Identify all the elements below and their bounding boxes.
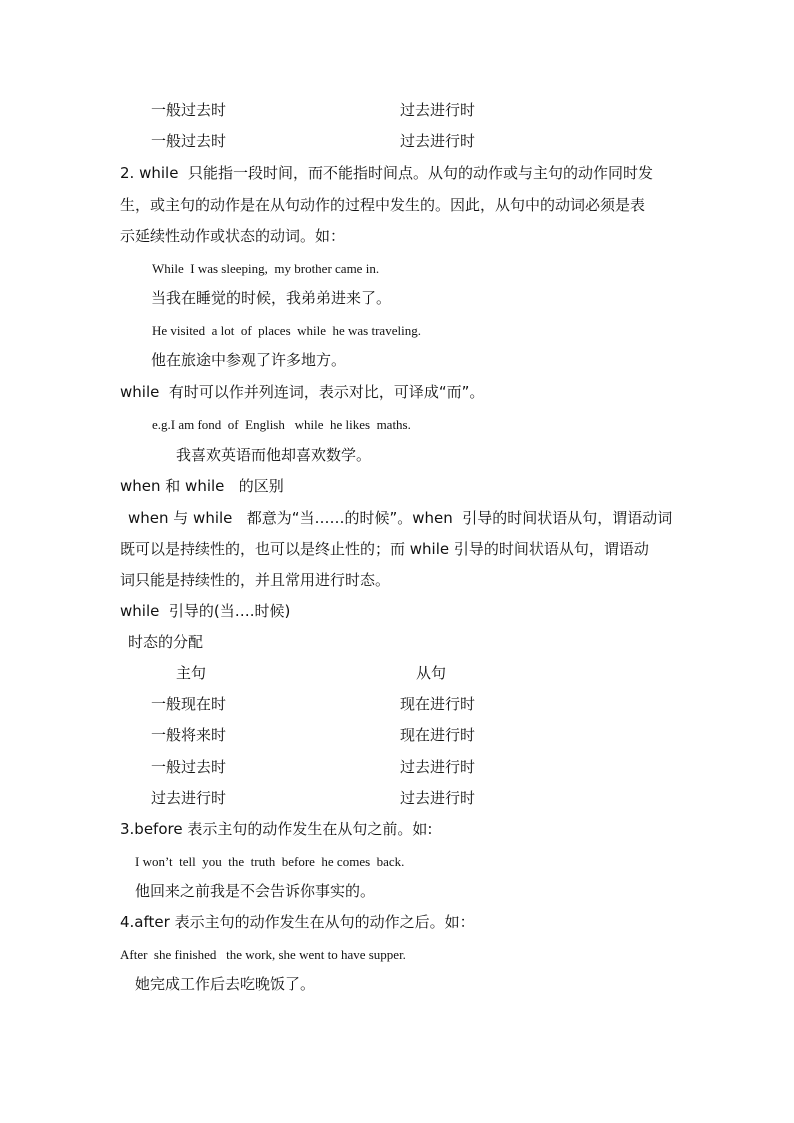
section3-example-english: I won’t tell you the truth before he comes back. bbox=[135, 854, 405, 869]
section2-example3-chinese: 我喜欢英语而他却喜欢数学。 bbox=[176, 446, 372, 464]
tense-table-row4-right: 过去进行时 bbox=[400, 789, 476, 807]
section2-example2-english: He visited a lot of places while he was traveling. bbox=[152, 323, 421, 338]
section2-example2-chinese: 他在旅途中参观了许多地方。 bbox=[151, 351, 347, 369]
section3-example-chinese: 他回来之前我是不会告诉你事实的。 bbox=[135, 882, 376, 900]
section2-example3-english: e.g.I am fond of English while he likes maths. bbox=[152, 417, 411, 432]
compare-subheading2: 时态的分配 bbox=[128, 633, 204, 651]
section4-line1: 4.after 表示主句的动作发生在从句的动作之后。如： bbox=[120, 913, 475, 931]
compare-line3: 词只能是持续性的，并且常用进行时态。 bbox=[120, 571, 391, 589]
section3-line1: 3.before 表示主句的动作发生在从句之前。如: bbox=[120, 820, 433, 838]
section2-note: while 有时可以作并列连词，表示对比，可译成“而”。 bbox=[120, 383, 485, 401]
tense-table-row3-left: 一般过去时 bbox=[151, 758, 227, 776]
section2-line1: 2. while 只能指一段时间，而不能指时间点。从句的动作或与主句的动作同时发 bbox=[120, 164, 653, 182]
section2-line3: 示延续性动作或状态的动词。如： bbox=[120, 227, 346, 245]
compare-line2: 既可以是持续性的，也可以是终止性的；而 while 引导的时间状语从句，谓语动 bbox=[120, 540, 649, 558]
tense-table-row3-right: 过去进行时 bbox=[400, 758, 476, 776]
section4-example-chinese: 她完成工作后去吃晚饭了。 bbox=[135, 975, 316, 993]
top-table-row1-left: 一般过去时 bbox=[151, 101, 227, 119]
section4-example-english: After she finished the work, she went to have supper. bbox=[120, 947, 406, 962]
tense-table-row1-left: 一般现在时 bbox=[151, 695, 227, 713]
compare-subheading1: while 引导的(当….时候) bbox=[120, 602, 291, 620]
section2-example1-english: While I was sleeping, my brother came in. bbox=[152, 261, 380, 276]
top-table-row2-left: 一般过去时 bbox=[151, 132, 227, 150]
section2-line2: 生，或主句的动作是在从句动作的过程中发生的。因此，从句中的动词必须是表 bbox=[120, 196, 646, 214]
tense-table-header-clause: 从句 bbox=[416, 664, 447, 682]
compare-line1: when 与 while 都意为“当……的时候”。when 引导的时间状语从句，谓语动词 bbox=[128, 509, 673, 527]
top-table-row1-right: 过去进行时 bbox=[400, 101, 476, 119]
tense-table-row4-left: 过去进行时 bbox=[151, 789, 227, 807]
tense-table-row1-right: 现在进行时 bbox=[400, 695, 476, 713]
tense-table-row2-right: 现在进行时 bbox=[400, 726, 476, 744]
top-table-row2-right: 过去进行时 bbox=[400, 132, 476, 150]
tense-table-header-main: 主句 bbox=[176, 664, 207, 682]
section2-example1-chinese: 当我在睡觉的时候，我弟弟进来了。 bbox=[151, 289, 392, 307]
compare-heading: when 和 while 的区别 bbox=[120, 477, 284, 495]
tense-table-row2-left: 一般将来时 bbox=[151, 726, 227, 744]
